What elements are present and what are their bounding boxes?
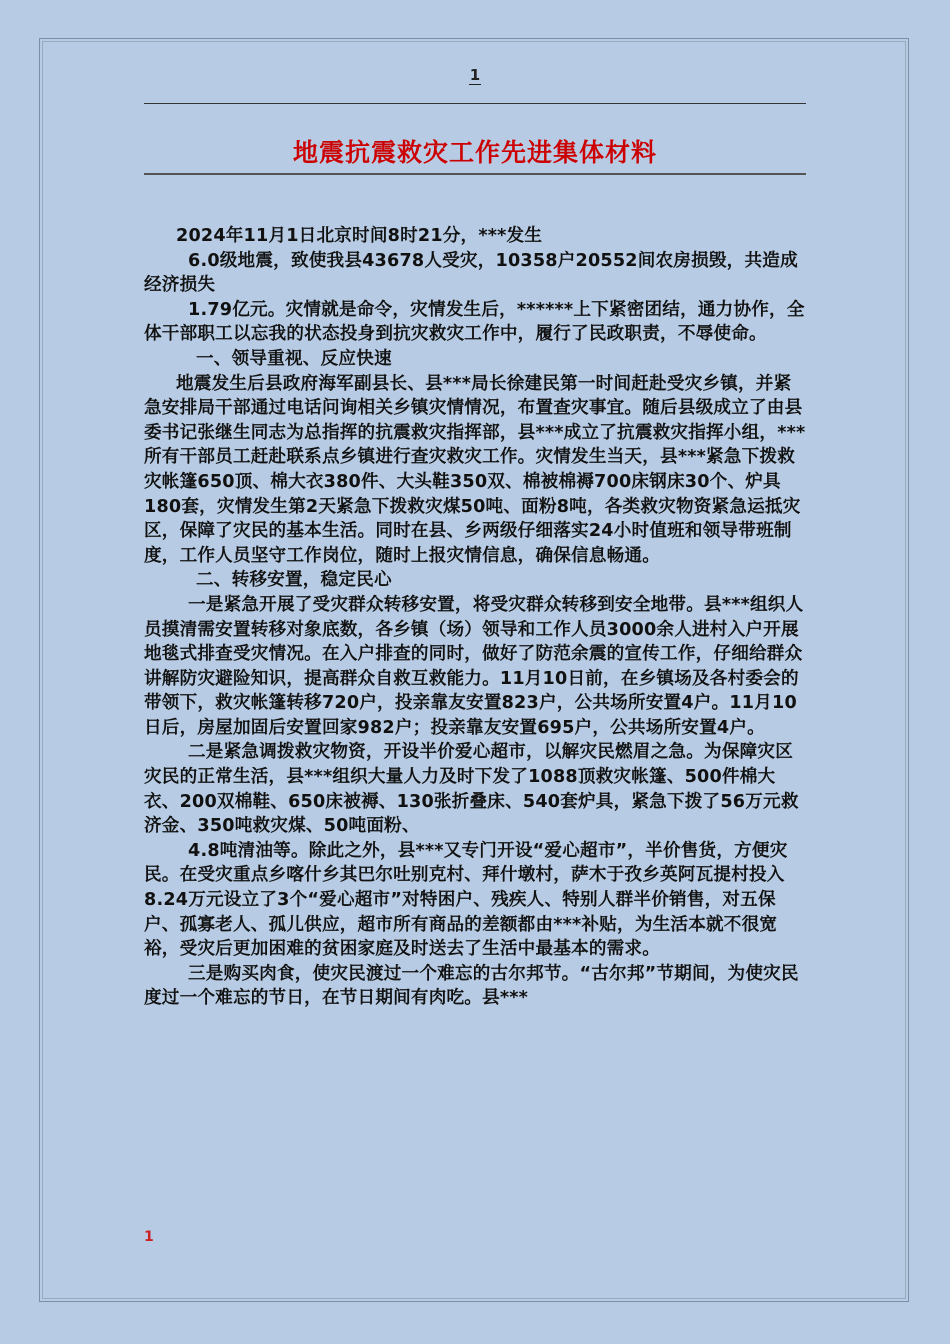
paragraph: 一是紧急开展了受灾群众转移安置，将受灾群众转移到安全地带。县***组织人员摸清需安置转移对象底数，各乡镇（场）领导和工作人员3000余人进村入户开展地毯式排查受灾情况。在入户排查的同时，做好了防范余震的宣传工作，仔细给群众讲解防灾避险知识，提高群众自救互救能力。11月10日前，在乡镇场及各村委会的带领下，救灾帐篷转移720户，投亲靠友安置823户，公共场所安置4户。11月10日后，房屋加固后安置回家982户；投亲靠友安置695户，公共场所安置4户。 <box>144 594 804 738</box>
paragraph: 二是紧急调拨救灾物资，开设半价爱心超市，以解灾民燃眉之急。为保障灾区灾民的正常生活，县***组织大量人力及时下发了1088顶救灾帐篷、500件棉大衣、200双棉鞋、650床被褥、130张折叠床、540套炉具，紧急下拨了56万元救济金、350吨救灾煤、50吨面粉、 <box>144 742 799 837</box>
footer-page-number: 1 <box>144 1229 154 1245</box>
paragraph: 三是购买肉食，使灾民渡过一个难忘的古尔邦节。“古尔邦”节期间，为使灾民度过一个难忘的节日，在节日期间有肉吃。县*** <box>144 963 799 1009</box>
section-heading: 二、转移安置，稳定民心 <box>196 570 392 591</box>
header-page-number: 1 <box>469 66 481 84</box>
paragraph: 1.79亿元。灾情就是命令，灾情发生后，******上下紧密团结，通力协作，全体干部职工以忘我的状态投身到抗灾救灾工作中，履行了民政职责，不辱使命。 <box>144 299 805 345</box>
paragraph: 6.0级地震，致使我县43678人受灾，10358户20552间农房损毁，共造成经济损失 <box>144 250 798 296</box>
document-title: 地震抗震救灾工作先进集体材料 <box>292 138 657 167</box>
paragraph: 2024年11月1日北京时间8时21分，***发生 <box>176 226 543 246</box>
paragraph: 4.8吨清油等。除此之外，县***又专门开设“爱心超市”，半价售货，方便灾民。在受灾重点乡喀什乡其巴尔吐别克村、拜什墩村，萨木于孜乡英阿瓦提村投入 8.24万元设立了3个“爱心超市”对特困户、残疾人、特别人群半价销售，对五保户、孤寡老人、孤儿供应，超市所有商品的差额都由***补贴，为生活本就不很宽裕，受灾后更加困难的贫困家庭及时送去了生活中最基本的需求。 <box>144 840 788 960</box>
header-rule <box>144 103 806 104</box>
title-rule <box>144 173 806 175</box>
document-body <box>144 224 806 1011</box>
paragraph: 地震发生后县政府海军副县长、县***局长徐建民第一时间赶赴受灾乡镇，并紧急安排局干部通过电话问询相关乡镇灾情情况，布置查灾事宜。随后县级成立了由县委书记张继生同志为总指挥的抗震救灾指挥部，县***成立了抗震救灾指挥小组，***所有干部员工赶赴联系点乡镇进行查灾救灾工作。灾情发生当天，县***紧急下拨救灾帐篷650顶、棉大衣380件、大头鞋350双、棉被棉褥700床钢床30个、炉具180套，灾情发生第2天紧急下拨救灾煤50吨、面粉8吨，各类救灾物资紧急运抵灾区，保障了灾民的基本生活。同时在县、乡两级仔细落实24小时值班和领导带班制度，工作人员坚守工作岗位，随时上报灾情信息，确保信息畅通。 <box>144 373 806 566</box>
section-heading: 一、领导重视、反应快速 <box>196 348 392 369</box>
